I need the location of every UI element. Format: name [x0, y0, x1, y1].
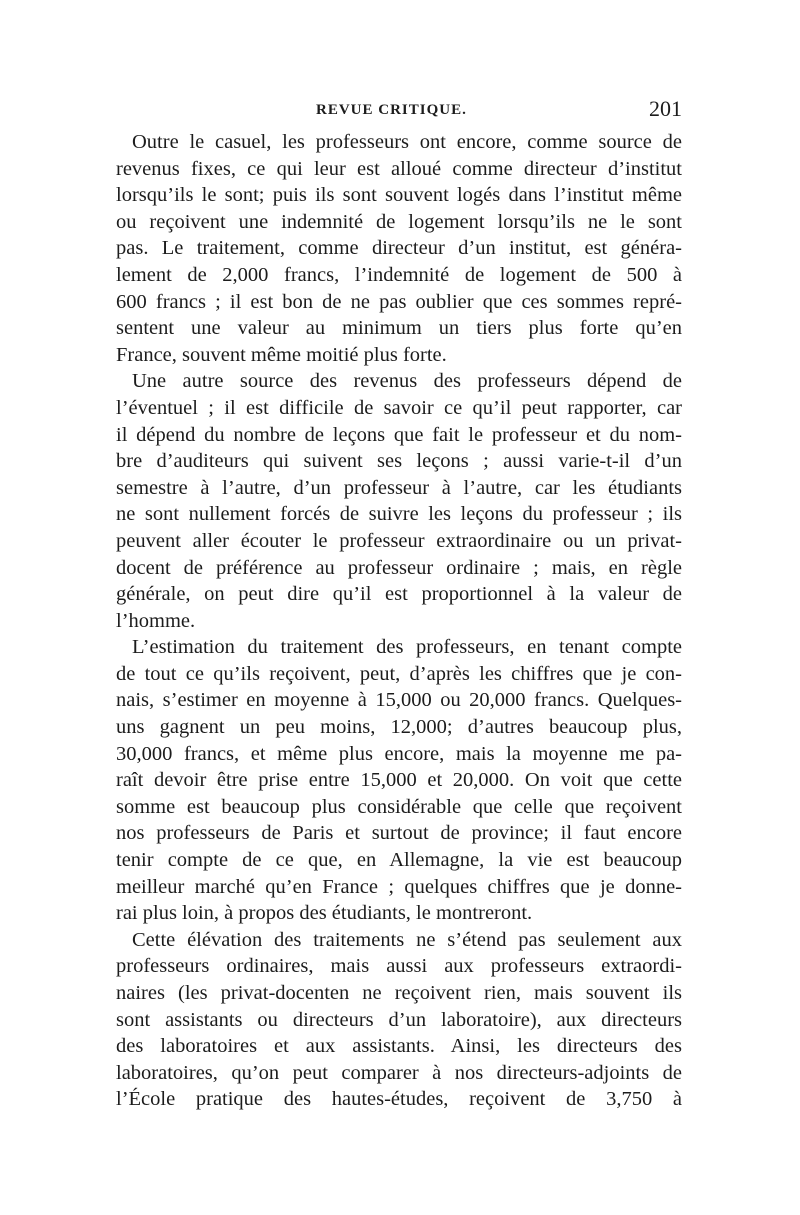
text-line: pas. Le traitement, comme directeur d’un institut, est généra- [116, 237, 682, 260]
text-line: peuvent aller écouter le professeur extraordinaire ou un privat- [116, 529, 682, 552]
text-line: de tout ce qu’ils reçoivent, peut, d’après les chiffres que je con- [116, 662, 682, 685]
text-line: meilleur marché qu’en France ; quelques chiffres que je donne- [116, 875, 682, 898]
text-line: l’éventuel ; il est difficile de savoir ce qu’il peut rapporter, car [116, 396, 682, 419]
running-title: REVUE CRITIQUE. [316, 102, 467, 118]
text-line: Outre le casuel, les professeurs ont encore, comme source de [132, 131, 682, 153]
text-line: naires (les privat-docenten ne reçoivent rien, mais souvent ils [116, 982, 682, 1004]
text-line: uns gagnent un peu moins, 12,000; d’autres beaucoup plus, [116, 716, 682, 739]
text-line: docent de préférence au professeur ordinaire ; mais, en règle [116, 556, 682, 579]
text-line: bre d’auditeurs qui suivent ses leçons ; aussi varie-t-il d’un [116, 450, 682, 473]
paragraph [116, 368, 682, 634]
text-line: générale, on peut dire qu’il est proportionnel à la valeur de [116, 583, 682, 606]
text-line: l’homme. [116, 609, 196, 632]
text-line: sentent une valeur au minimum un tiers plus forte qu’en [116, 317, 682, 340]
text-line: France, souvent même moitié plus forte. [116, 343, 447, 366]
text-line: professeurs ordinaires, mais aussi aux professeurs extraordi- [116, 955, 682, 978]
text-line: nos professeurs de Paris et surtout de province; il faut encore [116, 822, 682, 845]
text-line: des laboratoires et aux assistants. Ainsi, les directeurs des [116, 1035, 682, 1058]
text-line: sont assistants ou directeurs d’un laboratoire), aux directeurs [116, 1008, 682, 1031]
text-line: l’École pratique des hautes-études, reçoivent de 3,750 à [116, 1088, 682, 1111]
body-text [116, 129, 682, 1113]
text-line: somme est beaucoup plus considérable que celle que reçoivent [116, 795, 682, 818]
text-line: laboratoires, qu’on peut comparer à nos directeurs-adjoints de [116, 1061, 682, 1084]
text-line: rai plus loin, à propos des étudiants, le montreront. [116, 902, 533, 925]
text-line: semestre à l’autre, d’un professeur à l’autre, car les étudiants [116, 476, 682, 499]
running-head [116, 96, 682, 126]
paragraph [116, 634, 682, 927]
text-line: revenus fixes, ce qui leur est alloué comme directeur d’institut [116, 157, 682, 180]
text-line: nais, s’estimer en moyenne à 15,000 ou 20,000 francs. Quelques- [116, 689, 682, 712]
paragraph [116, 927, 682, 1113]
text-line: Cette élévation des traitements ne s’étend pas seulement aux [132, 928, 682, 951]
text-line: ne sont nullement forcés de suivre les leçons du professeur ; ils [116, 503, 682, 526]
text-line: il dépend du nombre de leçons que fait le professeur et du nom- [116, 423, 682, 446]
text-line: ou reçoivent une indemnité de logement lorsqu’ils ne le sont [116, 210, 682, 233]
paragraph [116, 129, 682, 368]
page-number: 201 [649, 96, 682, 121]
text-line: Une autre source des revenus des professeurs dépend de [132, 370, 682, 393]
text-line: 30,000 francs, et même plus encore, mais la moyenne me pa- [116, 742, 682, 765]
text-line: raît devoir être prise entre 15,000 et 20,000. On voit que cette [116, 769, 682, 792]
text-line: tenir compte de ce que, en Allemagne, la vie est beaucoup [116, 849, 682, 872]
text-line: lorsqu’ils le sont; puis ils sont souvent logés dans l’institut même [116, 184, 682, 207]
text-line: 600 francs ; il est bon de ne pas oublier que ces sommes repré- [116, 290, 682, 313]
text-line: lement de 2,000 francs, l’indemnité de logement de 500 à [116, 263, 682, 286]
text-line: L’estimation du traitement des professeurs, en tenant compte [132, 636, 682, 659]
